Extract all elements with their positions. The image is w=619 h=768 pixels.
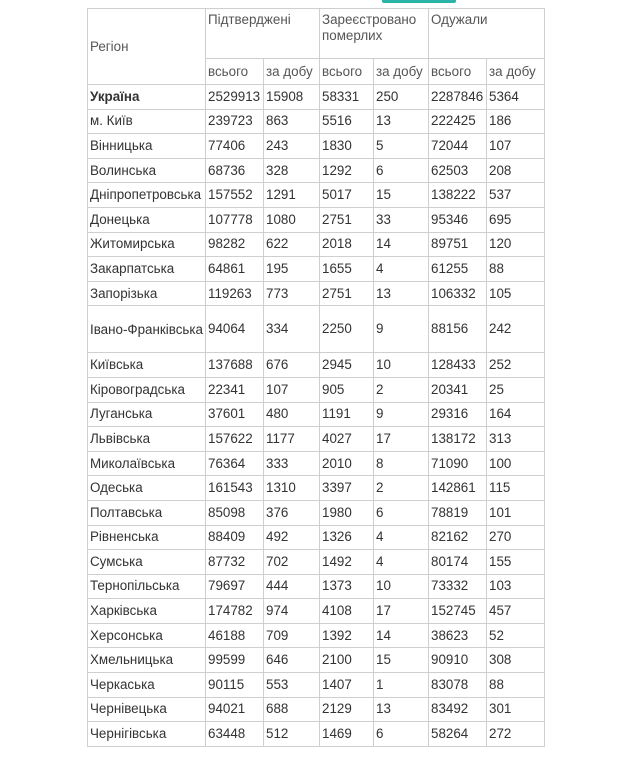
confirmed-daily-cell: 480: [264, 402, 320, 427]
deaths-total-cell: 1326: [320, 525, 374, 550]
recovered-total-cell: 138172: [429, 427, 487, 452]
region-cell: Тернопільська: [88, 574, 206, 599]
region-cell: Львівська: [88, 427, 206, 452]
deaths-header-label: Зареєстровано померлих: [322, 12, 417, 43]
region-cell: Запорізька: [88, 281, 206, 306]
confirmed-header: [206, 9, 320, 59]
confirmed-total-cell: 157552: [206, 183, 264, 208]
deaths-total-cell: 5017: [320, 183, 374, 208]
confirmed-daily-cell: 863: [264, 109, 320, 134]
recovered-daily-cell: 457: [487, 599, 545, 624]
confirmed-daily-cell: 444: [264, 574, 320, 599]
deaths-total-cell: 1655: [320, 257, 374, 282]
confirmed-header-label: Підтверджені: [208, 12, 291, 27]
table-row: [88, 500, 545, 525]
confirmed-daily-cell: 334: [264, 306, 320, 353]
region-cell: Чернівецька: [88, 697, 206, 722]
deaths-daily-cell: 14: [374, 232, 429, 257]
deaths-total-cell: 1492: [320, 550, 374, 575]
deaths-total-cell: 1191: [320, 402, 374, 427]
recovered-daily-cell: 537: [487, 183, 545, 208]
table-row: [88, 525, 545, 550]
confirmed-total-cell: 37601: [206, 402, 264, 427]
region-cell: м. Київ: [88, 109, 206, 134]
header-row: [88, 9, 545, 59]
deaths-daily-cell: 8: [374, 451, 429, 476]
recovered-daily-cell: 186: [487, 109, 545, 134]
region-cell: Закарпатська: [88, 257, 206, 282]
table-row: [88, 550, 545, 575]
recovered-daily-cell: 313: [487, 427, 545, 452]
table-row: [88, 648, 545, 673]
deaths-daily-cell: 6: [374, 158, 429, 183]
deaths-total-cell: 2751: [320, 281, 374, 306]
region-cell: Рівненська: [88, 525, 206, 550]
confirmed-total-cell: 87732: [206, 550, 264, 575]
recovered-daily-cell: 242: [487, 306, 545, 353]
table-row: [88, 427, 545, 452]
table-row: [88, 451, 545, 476]
subheader-deaths-daily: за добу: [374, 59, 429, 85]
confirmed-daily-cell: 195: [264, 257, 320, 282]
recovered-total-cell: 80174: [429, 550, 487, 575]
table-row: [88, 599, 545, 624]
confirmed-total-cell: 161543: [206, 476, 264, 501]
deaths-total-cell: 2129: [320, 697, 374, 722]
region-cell: Івано-Франківська: [88, 306, 206, 353]
subheader-recovered-daily: за добу: [487, 59, 545, 85]
table-row: [88, 402, 545, 427]
deaths-daily-cell: 2: [374, 476, 429, 501]
recovered-total-cell: 142861: [429, 476, 487, 501]
table-row: [88, 134, 545, 159]
subheader-deaths-total: всього: [320, 59, 374, 85]
confirmed-daily-cell: 333: [264, 451, 320, 476]
table-row: [88, 623, 545, 648]
confirmed-total-cell: 94021: [206, 697, 264, 722]
recovered-daily-cell: 155: [487, 550, 545, 575]
confirmed-total-cell: 90115: [206, 673, 264, 698]
deaths-daily-cell: 9: [374, 402, 429, 427]
region-header: Регіон: [88, 9, 206, 85]
deaths-daily-cell: 2: [374, 377, 429, 402]
recovered-daily-cell: 103: [487, 574, 545, 599]
table-row: [88, 722, 545, 747]
recovered-total-cell: 83078: [429, 673, 487, 698]
recovered-total-cell: 2287846: [429, 85, 487, 110]
confirmed-daily-cell: 702: [264, 550, 320, 575]
deaths-total-cell: 2010: [320, 451, 374, 476]
region-cell: Луганська: [88, 402, 206, 427]
subheader-recovered-total: всього: [429, 59, 487, 85]
confirmed-daily-cell: 646: [264, 648, 320, 673]
deaths-total-cell: 905: [320, 377, 374, 402]
recovered-total-cell: 29316: [429, 402, 487, 427]
deaths-daily-cell: 4: [374, 550, 429, 575]
recovered-daily-cell: 115: [487, 476, 545, 501]
recovered-daily-cell: 208: [487, 158, 545, 183]
table-row: [88, 109, 545, 134]
region-cell: Сумська: [88, 550, 206, 575]
recovered-total-cell: 88156: [429, 306, 487, 353]
recovered-daily-cell: 105: [487, 281, 545, 306]
deaths-daily-cell: 13: [374, 281, 429, 306]
recovered-daily-cell: 301: [487, 697, 545, 722]
confirmed-total-cell: 98282: [206, 232, 264, 257]
confirmed-daily-cell: 1177: [264, 427, 320, 452]
confirmed-total-cell: 88409: [206, 525, 264, 550]
deaths-total-cell: 1469: [320, 722, 374, 747]
deaths-daily-cell: 6: [374, 722, 429, 747]
table-row: [88, 377, 545, 402]
confirmed-daily-cell: 1310: [264, 476, 320, 501]
region-cell: Черкаська: [88, 673, 206, 698]
confirmed-total-cell: 85098: [206, 500, 264, 525]
recovered-total-cell: 152745: [429, 599, 487, 624]
deaths-total-cell: 2100: [320, 648, 374, 673]
region-cell: Полтавська: [88, 500, 206, 525]
recovered-daily-cell: 5364: [487, 85, 545, 110]
confirmed-total-cell: 76364: [206, 451, 264, 476]
recovered-daily-cell: 88: [487, 257, 545, 282]
recovered-total-cell: 95346: [429, 207, 487, 232]
deaths-total-cell: 2250: [320, 306, 374, 353]
confirmed-total-cell: 239723: [206, 109, 264, 134]
region-cell: Одеська: [88, 476, 206, 501]
deaths-total-cell: 2751: [320, 207, 374, 232]
table-row: [88, 673, 545, 698]
table-row: [88, 476, 545, 501]
confirmed-daily-cell: 107: [264, 377, 320, 402]
region-cell: Кіровоградська: [88, 377, 206, 402]
table-row: [88, 306, 545, 353]
recovered-daily-cell: 270: [487, 525, 545, 550]
recovered-total-cell: 78819: [429, 500, 487, 525]
recovered-daily-cell: 52: [487, 623, 545, 648]
confirmed-total-cell: 174782: [206, 599, 264, 624]
confirmed-total-cell: 99599: [206, 648, 264, 673]
confirmed-daily-cell: 622: [264, 232, 320, 257]
recovered-daily-cell: 164: [487, 402, 545, 427]
confirmed-total-cell: 107778: [206, 207, 264, 232]
recovered-total-cell: 90910: [429, 648, 487, 673]
recovered-total-cell: 83492: [429, 697, 487, 722]
region-cell: Чернігівська: [88, 722, 206, 747]
recovered-total-cell: 222425: [429, 109, 487, 134]
subheader-confirmed-daily: за добу: [264, 59, 320, 85]
recovered-total-cell: 82162: [429, 525, 487, 550]
deaths-daily-cell: 4: [374, 525, 429, 550]
confirmed-total-cell: 119263: [206, 281, 264, 306]
covid-stats-table: [87, 8, 545, 747]
confirmed-daily-cell: 376: [264, 500, 320, 525]
deaths-total-cell: 58331: [320, 85, 374, 110]
confirmed-daily-cell: 1291: [264, 183, 320, 208]
confirmed-total-cell: 22341: [206, 377, 264, 402]
table-row: [88, 158, 545, 183]
confirmed-total-cell: 79697: [206, 574, 264, 599]
confirmed-daily-cell: 1080: [264, 207, 320, 232]
deaths-daily-cell: 6: [374, 500, 429, 525]
table-row: [88, 207, 545, 232]
deaths-total-cell: 3397: [320, 476, 374, 501]
top-accent-bar: [382, 0, 456, 3]
confirmed-total-cell: 137688: [206, 353, 264, 378]
confirmed-daily-cell: 688: [264, 697, 320, 722]
confirmed-daily-cell: 553: [264, 673, 320, 698]
confirmed-daily-cell: 243: [264, 134, 320, 159]
region-cell: Миколаївська: [88, 451, 206, 476]
confirmed-daily-cell: 709: [264, 623, 320, 648]
deaths-daily-cell: 17: [374, 599, 429, 624]
table-row: [88, 183, 545, 208]
recovered-total-cell: 138222: [429, 183, 487, 208]
confirmed-daily-cell: 328: [264, 158, 320, 183]
recovered-daily-cell: 120: [487, 232, 545, 257]
subheader-confirmed-total: всього: [206, 59, 264, 85]
deaths-daily-cell: 13: [374, 697, 429, 722]
deaths-total-cell: 1292: [320, 158, 374, 183]
region-cell: Харківська: [88, 599, 206, 624]
deaths-total-cell: 1830: [320, 134, 374, 159]
region-cell: Волинська: [88, 158, 206, 183]
confirmed-total-cell: 64861: [206, 257, 264, 282]
recovered-total-cell: 62503: [429, 158, 487, 183]
confirmed-total-cell: 63448: [206, 722, 264, 747]
table-row: [88, 574, 545, 599]
recovered-total-cell: 38623: [429, 623, 487, 648]
recovered-daily-cell: 88: [487, 673, 545, 698]
deaths-daily-cell: 4: [374, 257, 429, 282]
deaths-total-cell: 1392: [320, 623, 374, 648]
deaths-total-cell: 2018: [320, 232, 374, 257]
region-cell: Україна: [88, 85, 206, 110]
region-cell: Дніпропетровська: [88, 183, 206, 208]
recovered-total-cell: 73332: [429, 574, 487, 599]
table-row: [88, 232, 545, 257]
deaths-daily-cell: 1: [374, 673, 429, 698]
confirmed-total-cell: 68736: [206, 158, 264, 183]
region-cell: Житомирська: [88, 232, 206, 257]
table-row: [88, 697, 545, 722]
deaths-total-cell: 1373: [320, 574, 374, 599]
confirmed-daily-cell: 512: [264, 722, 320, 747]
recovered-daily-cell: 25: [487, 377, 545, 402]
table-row: [88, 281, 545, 306]
recovered-total-cell: 89751: [429, 232, 487, 257]
recovered-total-cell: 72044: [429, 134, 487, 159]
deaths-header: [320, 9, 429, 59]
recovered-total-cell: 61255: [429, 257, 487, 282]
recovered-daily-cell: 308: [487, 648, 545, 673]
recovered-total-cell: 128433: [429, 353, 487, 378]
deaths-total-cell: 2945: [320, 353, 374, 378]
deaths-daily-cell: 250: [374, 85, 429, 110]
recovered-total-cell: 58264: [429, 722, 487, 747]
deaths-daily-cell: 33: [374, 207, 429, 232]
recovered-daily-cell: 101: [487, 500, 545, 525]
deaths-daily-cell: 15: [374, 183, 429, 208]
recovered-header: [429, 9, 545, 59]
recovered-header-label: Одужали: [431, 12, 488, 27]
region-cell: Херсонська: [88, 623, 206, 648]
confirmed-daily-cell: 15908: [264, 85, 320, 110]
confirmed-total-cell: 2529913: [206, 85, 264, 110]
recovered-total-cell: 106332: [429, 281, 487, 306]
deaths-daily-cell: 14: [374, 623, 429, 648]
region-cell: Хмельницька: [88, 648, 206, 673]
region-cell: Донецька: [88, 207, 206, 232]
recovered-daily-cell: 107: [487, 134, 545, 159]
recovered-total-cell: 71090: [429, 451, 487, 476]
deaths-total-cell: 1407: [320, 673, 374, 698]
deaths-daily-cell: 17: [374, 427, 429, 452]
confirmed-daily-cell: 974: [264, 599, 320, 624]
deaths-daily-cell: 10: [374, 574, 429, 599]
deaths-daily-cell: 5: [374, 134, 429, 159]
deaths-total-cell: 5516: [320, 109, 374, 134]
confirmed-daily-cell: 676: [264, 353, 320, 378]
confirmed-total-cell: 46188: [206, 623, 264, 648]
table-row: [88, 353, 545, 378]
confirmed-total-cell: 94064: [206, 306, 264, 353]
recovered-daily-cell: 272: [487, 722, 545, 747]
deaths-daily-cell: 13: [374, 109, 429, 134]
deaths-total-cell: 1980: [320, 500, 374, 525]
recovered-total-cell: 20341: [429, 377, 487, 402]
deaths-total-cell: 4027: [320, 427, 374, 452]
recovered-daily-cell: 252: [487, 353, 545, 378]
confirmed-total-cell: 77406: [206, 134, 264, 159]
recovered-daily-cell: 100: [487, 451, 545, 476]
deaths-daily-cell: 10: [374, 353, 429, 378]
recovered-daily-cell: 695: [487, 207, 545, 232]
deaths-daily-cell: 15: [374, 648, 429, 673]
table-row: [88, 257, 545, 282]
confirmed-total-cell: 157622: [206, 427, 264, 452]
region-cell: Вінницька: [88, 134, 206, 159]
region-cell: Київська: [88, 353, 206, 378]
table-row: [88, 85, 545, 110]
confirmed-daily-cell: 492: [264, 525, 320, 550]
confirmed-daily-cell: 773: [264, 281, 320, 306]
deaths-daily-cell: 9: [374, 306, 429, 353]
table-body: [88, 85, 545, 747]
deaths-total-cell: 4108: [320, 599, 374, 624]
